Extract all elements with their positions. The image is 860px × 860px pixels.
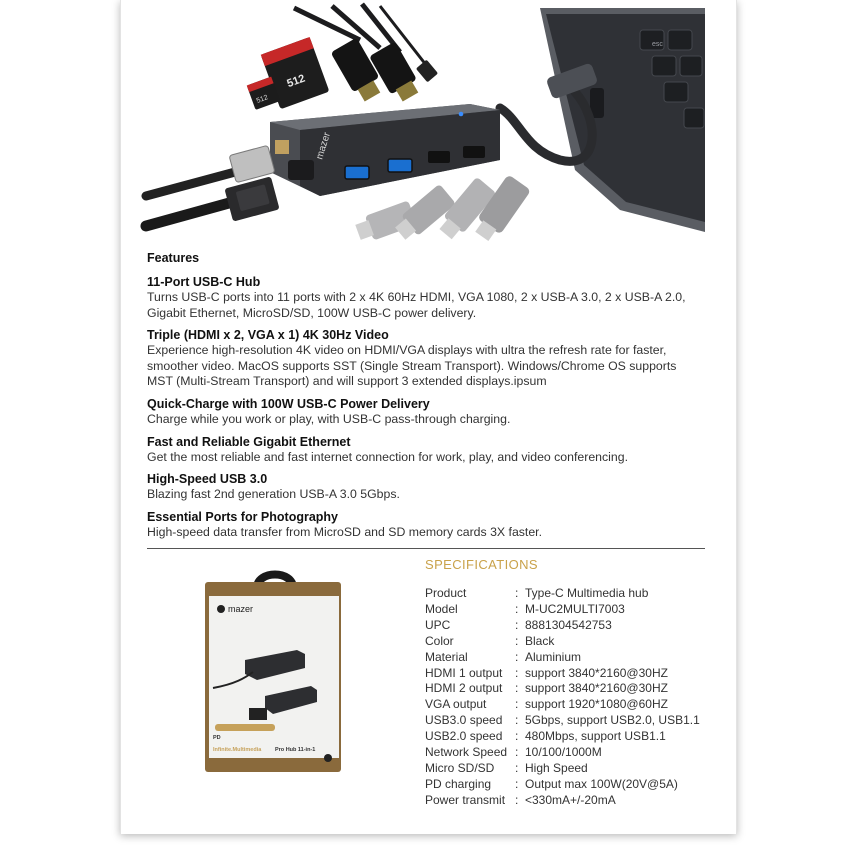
usb-flash-drives [354, 174, 532, 244]
feature-item [147, 397, 707, 428]
spec-row [425, 586, 725, 602]
feature-item [147, 472, 707, 503]
feature-line: Experience high-resolution 4K video on HDMI/VGA displays with ultra the refresh rate for faster, [147, 343, 667, 358]
spec-separator: : [515, 745, 519, 760]
spec-separator: : [515, 649, 519, 664]
spec-separator: : [515, 729, 519, 744]
svg-text:512: 512 [255, 94, 270, 105]
spec-value: 8881304542753 [525, 617, 612, 632]
spec-separator: : [515, 792, 519, 807]
feature-line: smoother video. MacOS supports SST (Single Stream Transport). Windows/Chrome OS supports [147, 358, 677, 373]
feature-title: Essential Ports for Photography [147, 509, 339, 524]
spec-value: <330mA+/-20mA [525, 792, 616, 807]
feature-description [147, 412, 707, 428]
spec-label: HDMI 2 output [425, 681, 503, 696]
spec-label: Model [425, 601, 458, 616]
spec-row [425, 793, 725, 809]
spec-separator: : [515, 617, 519, 632]
feature-item [147, 435, 707, 466]
feature-line: Turns USB-C ports into 11 ports with 2 x 4K 60Hz HDMI, VGA 1080, 2 x USB-A 3.0, 2 x USB-A 2.0, [147, 290, 686, 304]
feature-line: High-speed data transfer from MicroSD and SD memory cards 3X faster. [147, 524, 543, 539]
feature-item [147, 328, 707, 390]
svg-text:mazer: mazer [314, 131, 333, 161]
feature-title: High-Speed USB 3.0 [147, 472, 268, 487]
spec-separator: : [515, 665, 519, 680]
spec-label: USB3.0 speed [425, 713, 503, 728]
spec-row [425, 777, 725, 793]
spec-value: High Speed [525, 760, 588, 775]
spec-row [425, 745, 725, 761]
spec-separator: : [515, 601, 519, 616]
spec-label: USB2.0 speed [425, 729, 503, 744]
spec-row [425, 761, 725, 777]
usb-c-hub [270, 104, 500, 196]
spec-row [425, 713, 725, 729]
spec-row [425, 634, 725, 650]
svg-text:Infinite.Multimedia: Infinite.Multimedia [213, 747, 262, 753]
specifications-section [425, 557, 725, 809]
spec-separator: : [515, 681, 519, 696]
laptop-illustration [540, 8, 705, 232]
spec-label: HDMI 1 output [425, 665, 503, 680]
spec-label: PD charging [425, 776, 492, 791]
spec-label: VGA output [425, 697, 487, 712]
feature-description [147, 450, 707, 466]
features-heading: Features [147, 251, 200, 265]
spec-separator: : [515, 633, 519, 648]
spec-label: Color [425, 633, 454, 648]
product-box-image [205, 568, 345, 774]
feature-line: MST (Multi-Stream Transport) and will support 3 extended displays.ipsum [147, 374, 547, 389]
spec-row [425, 697, 725, 713]
feature-line: Get the most reliable and fast internet connection for work, play, and video conferencing. [147, 449, 628, 464]
spec-row [425, 650, 725, 666]
feature-description [147, 525, 707, 541]
spec-row [425, 602, 725, 618]
spec-value: support 3840*2160@30HZ [525, 681, 668, 696]
feature-description [147, 487, 707, 503]
spec-value: 480Mbps, support USB1.1 [525, 729, 666, 744]
feature-line: Blazing fast 2nd generation USB-A 3.0 5Gbps. [147, 487, 400, 502]
spec-value: 5Gbps, support USB2.0, USB1.1 [525, 713, 700, 728]
svg-text:Pro Hub 11-in-1: Pro Hub 11-in-1 [275, 747, 316, 753]
spec-value: support 3840*2160@30HZ [525, 665, 668, 680]
feature-description [147, 343, 707, 390]
specifications-title: SPECIFICATIONS [425, 557, 538, 572]
features-section [147, 251, 707, 547]
feature-item [147, 510, 707, 541]
spec-separator: : [515, 760, 519, 775]
spec-label: Power transmit [425, 792, 506, 807]
spec-value: Black [525, 633, 555, 648]
spec-value: Output max 100W(20V@5A) [525, 776, 678, 791]
svg-text:512: 512 [285, 72, 307, 91]
spec-row [425, 681, 725, 697]
feature-title: 11-Port USB-C Hub [147, 275, 261, 289]
spec-separator: : [515, 776, 519, 791]
feature-item [147, 275, 707, 321]
spec-value: Aluminium [525, 649, 582, 664]
spec-row [425, 729, 725, 745]
feature-title: Quick-Charge with 100W USB-C Power Delivery [147, 396, 430, 411]
spec-value: Type-C Multimedia hub [525, 586, 649, 600]
svg-text:esc: esc [652, 41, 663, 48]
feature-line: Gigabit Ethernet, MicroSD/SD, 100W USB-C power delivery. [147, 305, 477, 320]
spec-value: 10/100/1000M [525, 745, 602, 760]
spec-label: Micro SD/SD [425, 760, 495, 775]
feature-title: Triple (HDMI x 2, VGA x 1) 4K 30Hz Video [147, 328, 389, 343]
spec-label: Material [425, 649, 468, 664]
svg-text:mazer: mazer [228, 604, 254, 614]
feature-title: Fast and Reliable Gigabit Ethernet [147, 434, 351, 449]
spec-separator: : [515, 586, 519, 600]
spec-label: Product [425, 586, 467, 600]
spec-label: Network Speed [425, 745, 508, 760]
spec-value: support 1920*1080@60HZ [525, 697, 668, 712]
feature-description [147, 290, 707, 321]
spec-row [425, 666, 725, 682]
section-divider [147, 548, 705, 549]
spec-separator: : [515, 697, 519, 712]
spec-label: UPC [425, 617, 451, 632]
hero-product-image [140, 0, 705, 245]
feature-line: Charge while you work or play, with USB-C pass-through charging. [147, 411, 511, 426]
svg-text:PD: PD [213, 735, 221, 741]
spec-separator: : [515, 713, 519, 728]
spec-row [425, 618, 725, 634]
spec-value: M-UC2MULTI7003 [525, 601, 625, 616]
